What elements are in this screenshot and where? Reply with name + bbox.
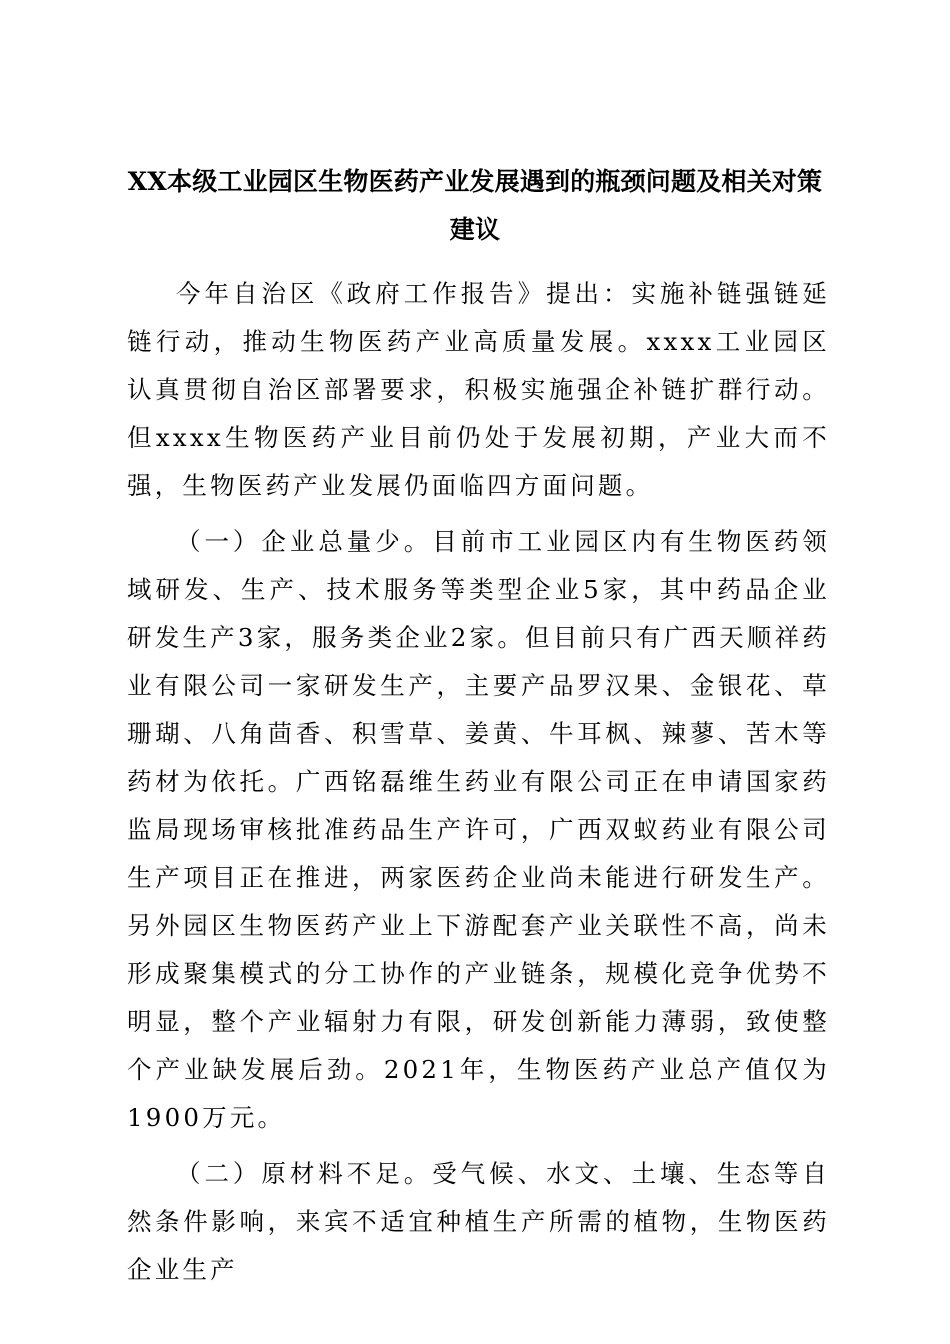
intro-paragraph: 今年自治区《政府工作报告》提出：实施补链强链延链行动，推动生物医药产业高质量发展。xxxx工业园区认真贯彻自治区部署要求，积极实施强企补链扩群行动。但xxxx生物医药产业目前仍处于发展初期，产业大而不强，生物医药产业发展仍面临四方面问题。 [127,279,830,500]
document-body [127,270,830,1294]
section-1-heading: （一）企业总量少。 [176,527,433,556]
section-1-paragraph [127,518,830,1142]
section-1-text: 目前市工业园区内有生物医药领域研发、生产、技术服务等类型企业5家，其中药品企业研发生产3家，服务类企业2家。但目前只有广西天顺祥药业有限公司一家研发生产，主要产品罗汉果、金银花、草珊瑚、八角茴香、积雪草、姜黄、牛耳枫、辣蓼、苦木等药材为依托。广西铭磊维生药业有限公司正在申请国家药监局现场审核批准药品生产许可，广西双蚁药业有限公司生产项目正在推进，两家医药企业尚未能进行研发生产。另外园区生物医药产业上下游配套产业关联性不高，尚未形成聚集模式的分工协作的产业链条，规模化竞争优势不明显，整个产业辐射力有限，研发创新能力薄弱，致使整个产业缺发展后劲。2021年，生物医药产业总产值仅为1900万元。 [127,527,830,1132]
section-2-paragraph [127,1150,830,1294]
section-2-heading: （二）原材料不足。 [176,1159,433,1188]
section-2-text: 受气候、水文、土壤、生态等自然条件影响，来宾不适宜种植生产所需的植物，生物医药企业生产 [127,1159,830,1284]
document-title: XX本级工业园区生物医药产业发展遇到的瓶颈问题及相关对策建议 [127,167,823,244]
